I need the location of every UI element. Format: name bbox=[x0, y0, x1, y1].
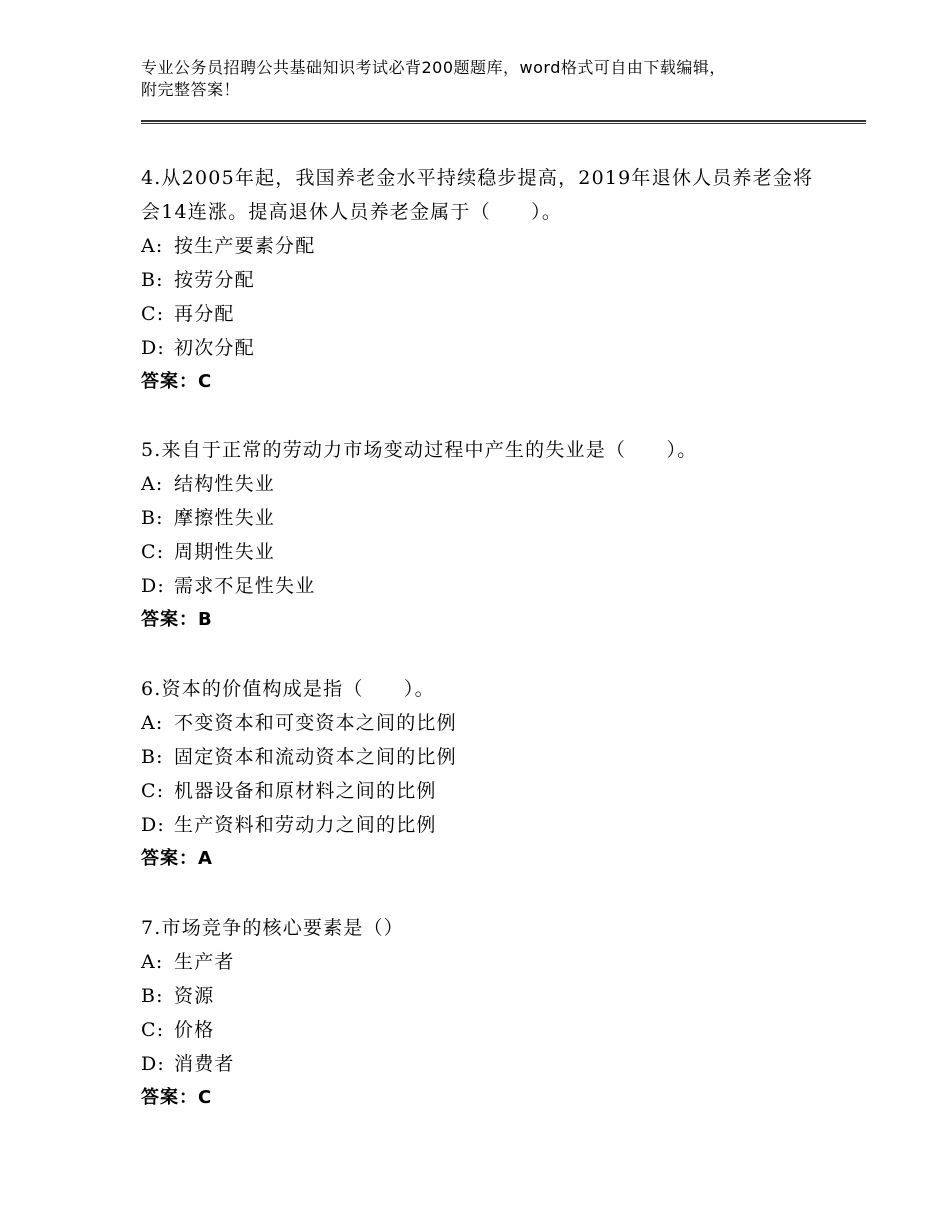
option-text: 初次分配 bbox=[174, 337, 255, 359]
option-key: A: bbox=[141, 235, 164, 257]
answer: 答案：B bbox=[141, 609, 213, 630]
question-title: 7.市场竞争的核心要素是（） bbox=[141, 917, 404, 939]
option-key: B: bbox=[141, 985, 164, 1007]
answer: 答案：C bbox=[141, 371, 213, 392]
header-divider bbox=[141, 120, 866, 125]
option-key: D: bbox=[141, 814, 166, 836]
question-title: 5.来自于正常的劳动力市场变动过程中产生的失业是（ ）。 bbox=[141, 439, 698, 461]
option-key: B: bbox=[141, 269, 164, 291]
option-text: 资源 bbox=[174, 985, 215, 1007]
option-text: 按生产要素分配 bbox=[174, 235, 316, 257]
option-b bbox=[141, 263, 821, 297]
option-text: 机器设备和原材料之间的比例 bbox=[174, 780, 437, 802]
option-a bbox=[141, 945, 821, 979]
option-d bbox=[141, 331, 821, 365]
question-5 bbox=[141, 433, 821, 637]
option-b bbox=[141, 740, 821, 774]
option-key: A: bbox=[141, 473, 164, 495]
question-4 bbox=[141, 161, 821, 399]
option-c bbox=[141, 297, 821, 331]
option-d bbox=[141, 808, 821, 842]
option-key: B: bbox=[141, 507, 164, 529]
option-key: D: bbox=[141, 337, 166, 359]
option-text: 消费者 bbox=[174, 1053, 235, 1075]
option-key: D: bbox=[141, 1053, 166, 1075]
option-key: A: bbox=[141, 712, 164, 734]
option-key: A: bbox=[141, 951, 164, 973]
option-text: 不变资本和可变资本之间的比例 bbox=[174, 712, 457, 734]
option-text: 结构性失业 bbox=[174, 473, 276, 495]
option-key: C: bbox=[141, 541, 165, 563]
option-text: 固定资本和流动资本之间的比例 bbox=[174, 746, 457, 768]
option-d bbox=[141, 569, 821, 603]
option-text: 按劳分配 bbox=[174, 269, 255, 291]
answer: 答案：A bbox=[141, 848, 213, 869]
option-a bbox=[141, 229, 821, 263]
option-key: B: bbox=[141, 746, 164, 768]
question-title: 6.资本的价值构成是指（ ）。 bbox=[141, 678, 435, 700]
question-title: 4.从2005年起，我国养老金水平持续稳步提高，2019年退休人员养老金将会14连涨。提高退休人员养老金属于（ ）。 bbox=[141, 167, 814, 223]
option-a bbox=[141, 706, 821, 740]
question-6 bbox=[141, 672, 821, 876]
option-b bbox=[141, 501, 821, 535]
option-text: 摩擦性失业 bbox=[174, 507, 276, 529]
option-text: 生产者 bbox=[174, 951, 235, 973]
option-a bbox=[141, 467, 821, 501]
document-header bbox=[141, 57, 841, 101]
option-c bbox=[141, 1013, 821, 1047]
option-key: C: bbox=[141, 780, 165, 802]
option-text: 需求不足性失业 bbox=[174, 575, 316, 597]
header-line-2: 附完整答案！ bbox=[141, 80, 241, 99]
option-text: 生产资料和劳动力之间的比例 bbox=[174, 814, 437, 836]
option-c bbox=[141, 774, 821, 808]
question-7 bbox=[141, 911, 821, 1115]
option-text: 价格 bbox=[174, 1019, 215, 1041]
option-c bbox=[141, 535, 821, 569]
answer: 答案：C bbox=[141, 1087, 213, 1108]
header-line-1: 专业公务员招聘公共基础知识考试必背200题题库，word格式可自由下载编辑， bbox=[141, 58, 726, 77]
option-d bbox=[141, 1047, 821, 1081]
option-key: C: bbox=[141, 1019, 165, 1041]
option-key: D: bbox=[141, 575, 166, 597]
option-text: 再分配 bbox=[174, 303, 235, 325]
option-text: 周期性失业 bbox=[174, 541, 276, 563]
option-key: C: bbox=[141, 303, 165, 325]
option-b bbox=[141, 979, 821, 1013]
